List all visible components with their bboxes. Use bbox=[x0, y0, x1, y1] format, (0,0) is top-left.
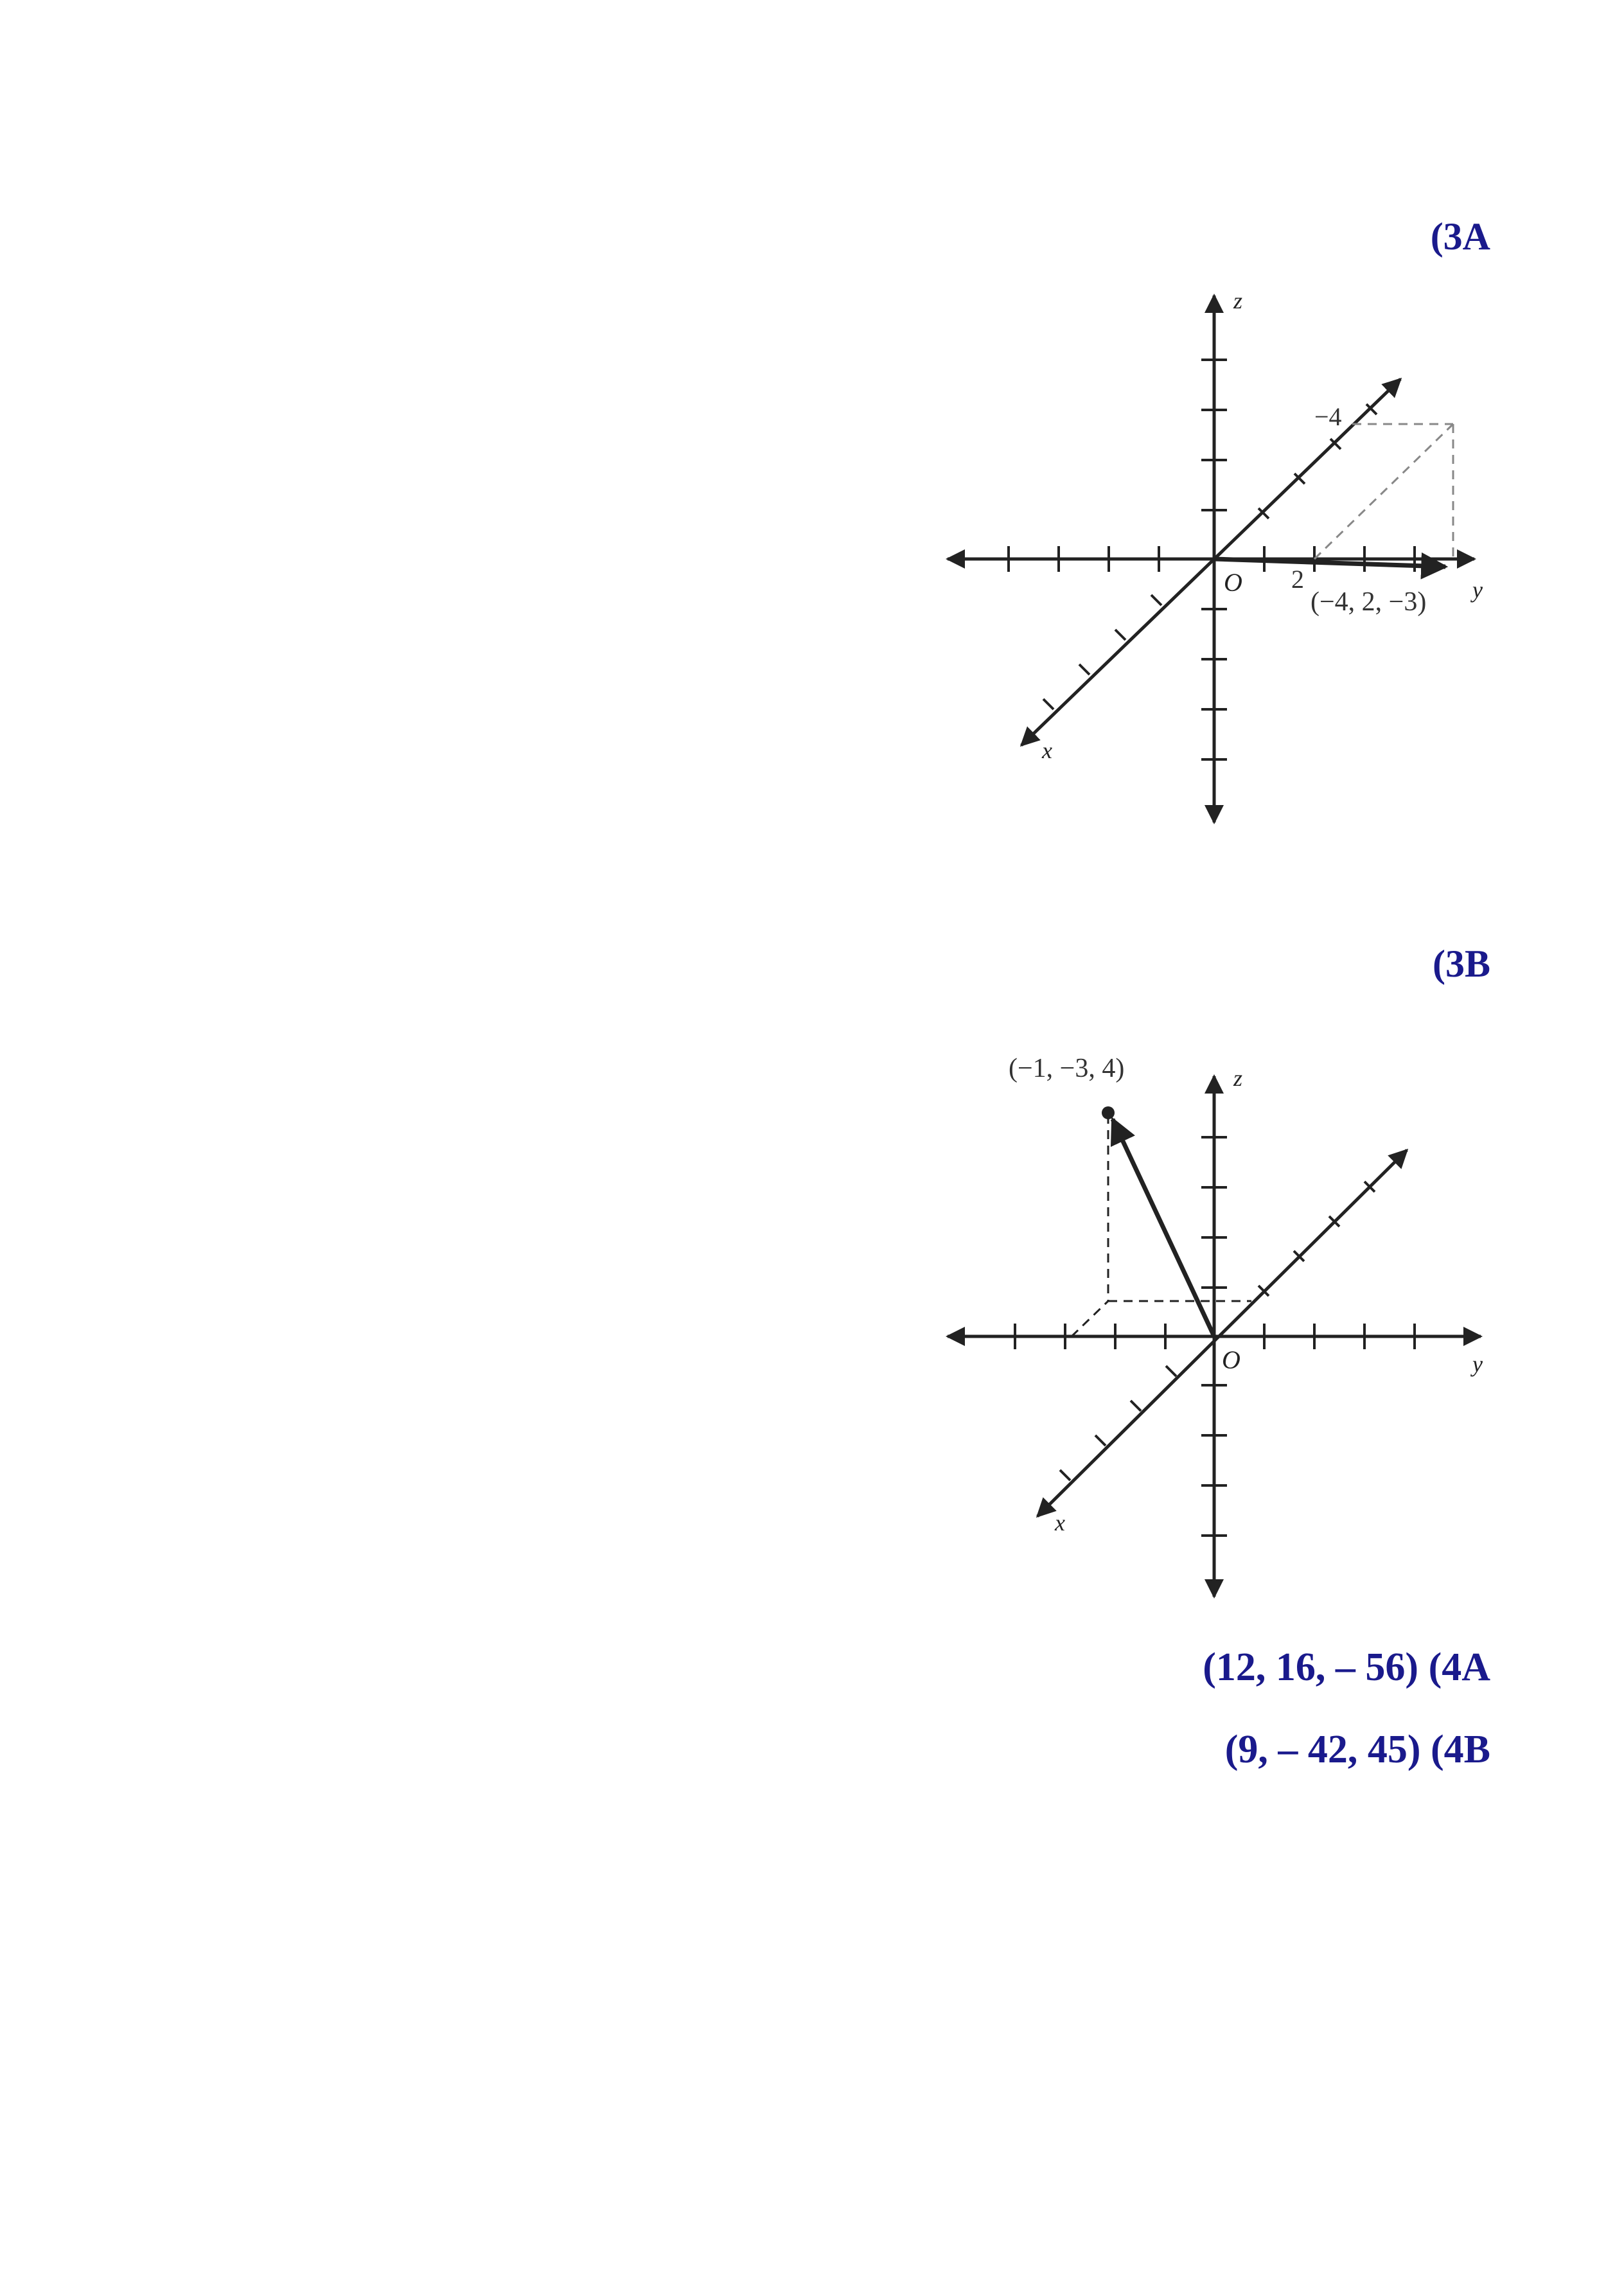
problem-label-3b: (3B bbox=[1433, 943, 1490, 985]
answer-4a: (12, 16, – 56) (4A bbox=[1203, 1645, 1490, 1689]
y-axis-label: y bbox=[1472, 1351, 1483, 1377]
x-axis-line bbox=[1037, 1150, 1407, 1516]
figure-3a-coordinate-system bbox=[931, 283, 1510, 848]
x-axis-label: x bbox=[1055, 1510, 1065, 1536]
x-axis-label: x bbox=[1042, 738, 1052, 763]
vector-arrow bbox=[1113, 1119, 1214, 1336]
point-label: (−4, 2, −3) bbox=[1311, 587, 1427, 617]
problem-label-3a: (3A bbox=[1430, 215, 1490, 258]
point-label: (−1, −3, 4) bbox=[1009, 1054, 1125, 1083]
y-axis-label: y bbox=[1472, 577, 1483, 603]
point-marker bbox=[1102, 1106, 1115, 1119]
tick-label-2: 2 bbox=[1291, 565, 1304, 594]
answer-4b: (9, – 42, 45) (4B bbox=[1224, 1728, 1490, 1771]
tick-label-neg4: −4 bbox=[1314, 402, 1342, 431]
z-axis-label: z bbox=[1233, 288, 1243, 314]
origin-label: O bbox=[1222, 1345, 1240, 1374]
z-axis-label: z bbox=[1233, 1065, 1243, 1091]
figure-3b-coordinate-system bbox=[931, 1041, 1510, 1606]
origin-label: O bbox=[1224, 568, 1242, 597]
